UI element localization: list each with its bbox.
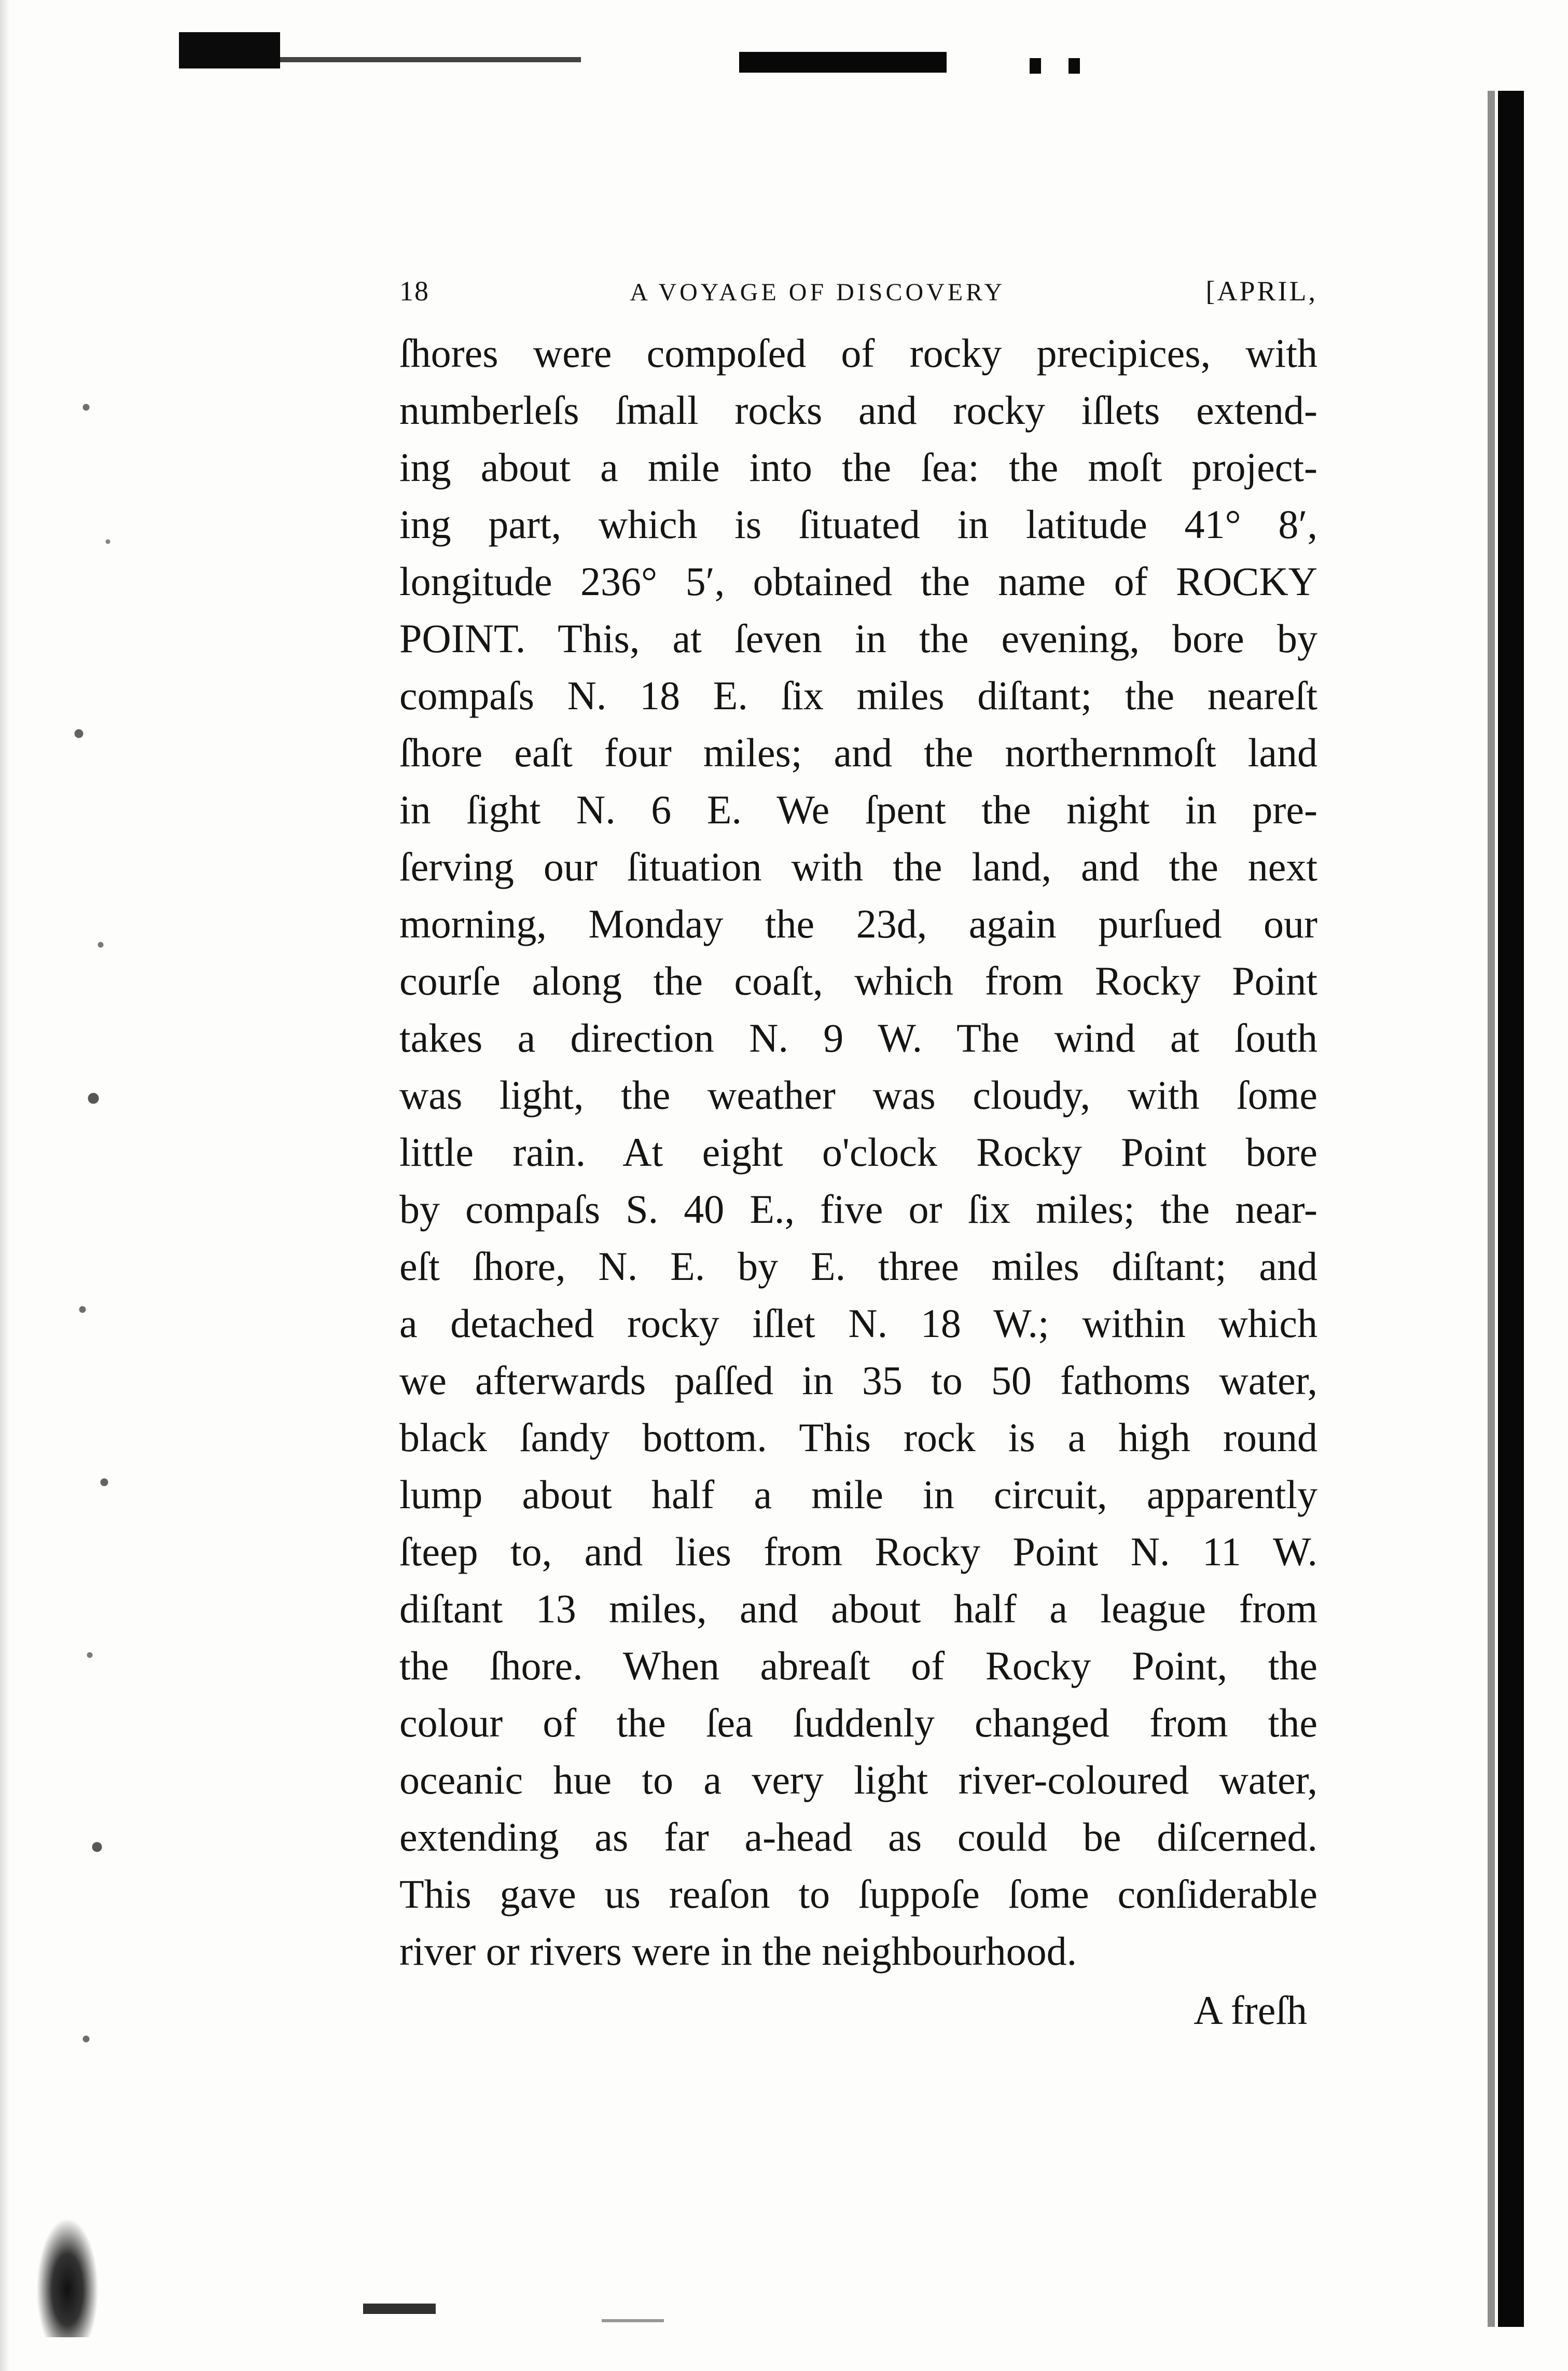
text-line: black ſandy bottom. This rock is a high round	[399, 1415, 1317, 1460]
scan-artifact-right-binding	[1498, 91, 1524, 2327]
text-line: lump about half a mile in circuit, apparently	[399, 1472, 1317, 1517]
scan-artifact-bottom-mark	[363, 2304, 436, 2314]
page-text-block	[399, 275, 1317, 2039]
text-line: courſe along the coaſt, which from Rocky Point	[399, 958, 1317, 1003]
scan-artifact-top-center	[739, 52, 947, 73]
scan-artifact-bottom-left	[36, 2218, 99, 2337]
running-month: [APRIL,	[1205, 275, 1317, 307]
scan-artifact-top-dot	[1030, 58, 1041, 74]
scan-artifact-top-left	[179, 32, 280, 68]
text-line: a detached rocky iſlet N. 18 W.; within which	[399, 1301, 1317, 1346]
text-line: colour of the ſea ſuddenly changed from the	[399, 1700, 1317, 1745]
body-text	[399, 325, 1317, 1980]
text-line: we afterwards paſſed in 35 to 50 fathoms water,	[399, 1358, 1317, 1403]
page-number: 18	[399, 275, 429, 307]
scan-specks-left-margin	[57, 311, 130, 2231]
text-line: extending as far a-head as could be diſcerned.	[399, 1814, 1317, 1859]
running-head	[399, 275, 1317, 322]
text-line: ſhores were compoſed of rocky precipices, with	[399, 330, 1317, 376]
text-line: takes a direction N. 9 W. The wind at ſouth	[399, 1015, 1317, 1060]
text-line: compaſs N. 18 E. ſix miles diſtant; the neareſt	[399, 673, 1317, 718]
text-line: little rain. At eight o'clock Rocky Point bore	[399, 1129, 1317, 1175]
text-line: This gave us reaſon to ſuppoſe ſome conſiderable	[399, 1871, 1317, 1917]
text-line: morning, Monday the 23d, again purſued our	[399, 901, 1317, 946]
text-line: was light, the weather was cloudy, with ſome	[399, 1072, 1317, 1118]
text-line: longitude 236° 5′, obtained the name of ROCKY	[399, 559, 1317, 604]
running-title: A VOYAGE OF DISCOVERY	[630, 279, 1006, 306]
text-line: POINT. This, at ſeven in the evening, bore by	[399, 616, 1317, 661]
text-line: ſhore eaſt four miles; and the northernmoſt land	[399, 730, 1317, 775]
text-line: numberleſs ſmall rocks and rocky iſlets extend-	[399, 388, 1317, 433]
text-line: ſteep to, and lies from Rocky Point N. 11 W.	[399, 1529, 1317, 1574]
catchword: A freſh	[1194, 1988, 1307, 2033]
text-line: diſtant 13 miles, and about half a league from	[399, 1586, 1317, 1631]
scan-edge-shadow	[0, 0, 9, 2371]
text-line: by compaſs S. 40 E., five or ſix miles; the near-	[399, 1187, 1317, 1232]
text-line: in ſight N. 6 E. We ſpent the night in pre-	[399, 787, 1317, 832]
scan-artifact-top-streak	[280, 57, 581, 62]
text-line: oceanic hue to a very light river-coloured water,	[399, 1757, 1317, 1802]
text-line: the ſhore. When abreaſt of Rocky Point, the	[399, 1643, 1317, 1688]
text-line: ing part, which is ſituated in latitude 41° 8′,	[399, 502, 1317, 547]
text-line: ſerving our ſituation with the land, and the next	[399, 844, 1317, 889]
text-line: ing about a mile into the ſea: the moſt project-	[399, 445, 1317, 490]
text-line: eſt ſhore, N. E. by E. three miles diſtant; and	[399, 1244, 1317, 1289]
scan-artifact-top-dot	[1069, 58, 1080, 74]
scan-artifact-bottom-streak	[602, 2319, 664, 2322]
scan-artifact-right-shadow	[1488, 91, 1495, 2327]
text-line: river or rivers were in the neighbourhood.	[399, 1928, 1077, 1974]
